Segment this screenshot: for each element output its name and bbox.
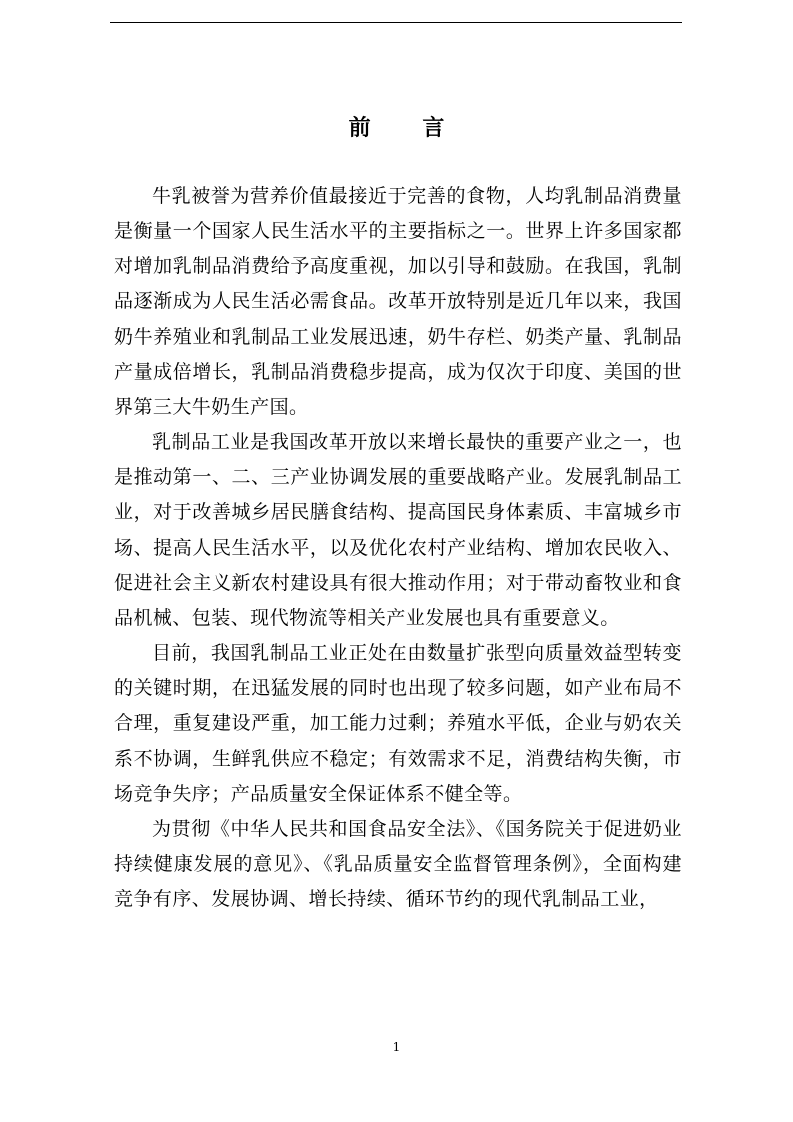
page-number: 1 bbox=[392, 1040, 401, 1054]
document-body bbox=[114, 179, 682, 917]
paragraph: 牛乳被誉为营养价值最接近于完善的食物，人均乳制品消费量是衡量一个国家人民生活水平的主要指标之一。世界上许多国家都对增加乳制品消费给予高度重视，加以引导和鼓励。在我国，乳制品逐渐成为人民生活必需食品。改革开放特别是近几年以来，我国奶牛养殖业和乳制品工业发展迅速，奶牛存栏、奶类产量、乳制品产量成倍增长，乳制品消费稳步提高，成为仅次于印度、美国的世界第三大牛奶生产国。 bbox=[114, 185, 682, 418]
paragraph: 目前，我国乳制品工业正处在由数量扩张型向质量效益型转变的关键时期，在迅猛发展的同时也出现了较多问题，如产业布局不合理，重复建设严重，加工能力过剩；养殖水平低，企业与奶农关系不协调，生鲜乳供应不稳定；有效需求不足，消费结构失衡，市场竞争失序；产品质量安全保证体系不健全等。 bbox=[114, 642, 682, 805]
paragraph: 为贯彻《中华人民共和国食品安全法》、《国务院关于促进奶业持续健康发展的意见》、《乳品质量安全监督管理条例》，全面构建竞争有序、发展协调、增长持续、循环节约的现代乳制品工业， bbox=[114, 817, 682, 911]
page-title: 前 言 bbox=[348, 115, 467, 141]
header-rule bbox=[110, 22, 682, 23]
paragraph: 乳制品工业是我国改革开放以来增长最快的重要产业之一，也是推动第一、二、三产业协调发展的重要战略产业。发展乳制品工业，对于改善城乡居民膳食结构、提高国民身体素质、丰富城乡市场、提高人民生活水平，以及优化农村产业结构、增加农民收入、促进社会主义新农村建设具有很大推动作用；对于带动畜牧业和食品机械、包装、现代物流等相关产业发展也具有重要意义。 bbox=[114, 431, 682, 629]
